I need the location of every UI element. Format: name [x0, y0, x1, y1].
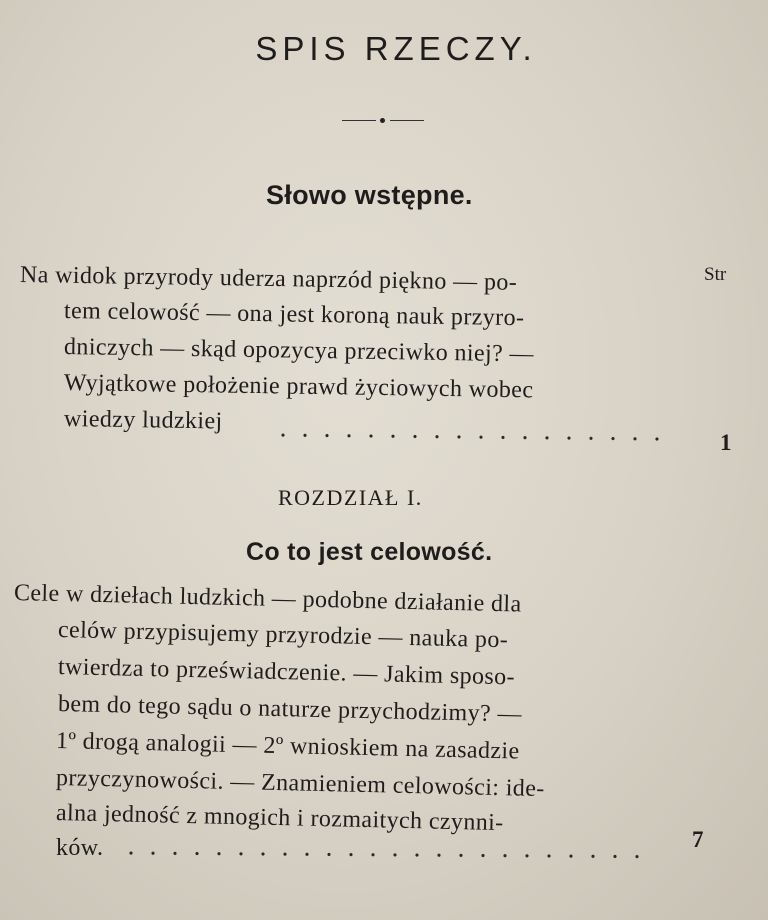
entry-text-line: tem celowość — ona jest koroną nauk przyro-	[63, 298, 525, 332]
entry-text-line: przyczynowości. — Znamieniem celowości: ide-	[55, 765, 545, 803]
ornament-dot	[380, 118, 385, 123]
entry-text-line: Cele w dziełach ludzkich — podobne działanie dla	[13, 580, 522, 618]
ornament-line-right	[390, 120, 424, 121]
page-title: SPIS RZECZY.	[255, 30, 537, 67]
entry-text-line: 1º drogą analogii — 2º wnioskiem na zasadzie	[55, 728, 520, 765]
entry-text-line: twierdza to przeświadczenie. — Jakim sposo-	[57, 654, 516, 691]
dot-leader	[272, 430, 672, 444]
entry-text-line: alna jedność z mnogich i rozmaitych czynni-	[55, 800, 504, 837]
entry-text-line: wiedzy ludzkiej	[63, 406, 223, 435]
ornament-line-left	[342, 120, 376, 121]
section-heading-preface: Słowo wstępne.	[266, 180, 473, 210]
entry-text-line: Na widok przyrody uderza naprzód piękno — po-	[19, 262, 518, 296]
section-heading-chapter-1: Co to jest celowość.	[246, 538, 493, 566]
page-column-label: Str	[704, 264, 727, 285]
dot-leader	[120, 848, 652, 862]
title-ornament	[342, 119, 424, 123]
chapter-label: ROZDZIAŁ I.	[278, 485, 423, 510]
entry-text-line: bem do tego sądu o naturze przychodzimy? —	[57, 691, 523, 728]
page-number: 1	[720, 430, 732, 455]
entry-text-line: ków.	[56, 835, 104, 861]
entry-text-line: Wyjątkowe położenie prawd życiowych wobec	[63, 370, 534, 404]
entry-text-line: celów przypisujemy przyrodzie — nauka po-	[57, 617, 509, 654]
page-number: 7	[692, 827, 704, 852]
entry-text-line: dniczych — skąd opozycya przeciwko niej? —	[63, 334, 535, 368]
